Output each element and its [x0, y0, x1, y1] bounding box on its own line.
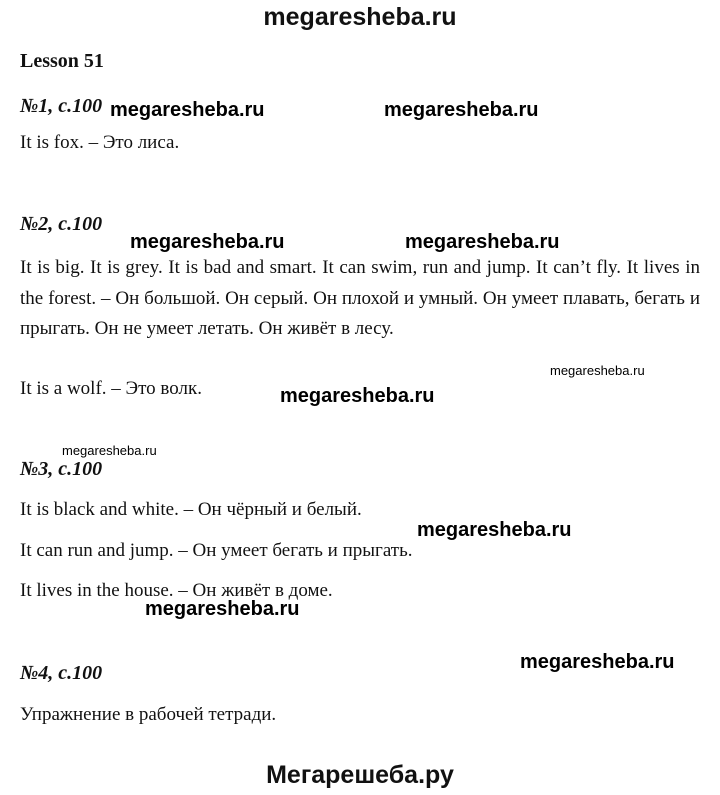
- task-2-line-1: It is a wolf. – Это волк.: [20, 378, 202, 399]
- task-1-line-1: It is fox. – Это лиса.: [20, 132, 180, 153]
- task-4-line-1: Упражнение в рабочей тетради.: [20, 704, 277, 725]
- task-3-line-2: It can run and jump. – Он умеет бегать и прыгать.: [20, 540, 413, 561]
- watermark: megaresheba.ru: [280, 385, 435, 407]
- watermark: megaresheba.ru: [145, 598, 300, 620]
- task-2-paragraph: It is big. It is grey. It is bad and smart. It can swim, run and jump. It can’t fly. It lives in the forest. – Он большой. Он серый. Он плохой и умный. Он умеет плавать, бегать и прыгать. Он не умеет летать. Он живёт в лесу.: [20, 257, 700, 339]
- task-2-number: №2, с.100: [20, 213, 103, 235]
- site-header: megaresheba.ru: [263, 3, 457, 31]
- watermark: megaresheba.ru: [62, 443, 157, 458]
- site-footer: Мегарешеба.ру: [266, 761, 454, 789]
- watermark: megaresheba.ru: [110, 99, 265, 121]
- task-3-line-1: It is black and white. – Он чёрный и белый.: [20, 499, 362, 520]
- lesson-title: Lesson 51: [20, 50, 104, 72]
- watermark: megaresheba.ru: [550, 363, 645, 378]
- task-3-line-3: It lives in the house. – Он живёт в доме.: [20, 580, 333, 601]
- watermark: megaresheba.ru: [384, 99, 539, 121]
- task-3-number: №3, с.100: [20, 458, 103, 480]
- watermark: megaresheba.ru: [405, 231, 560, 253]
- task-1-number: №1, с.100: [20, 95, 103, 117]
- task-4-number: №4, с.100: [20, 662, 103, 684]
- watermark: megaresheba.ru: [520, 651, 675, 673]
- watermark: megaresheba.ru: [417, 519, 572, 541]
- watermark: megaresheba.ru: [130, 231, 285, 253]
